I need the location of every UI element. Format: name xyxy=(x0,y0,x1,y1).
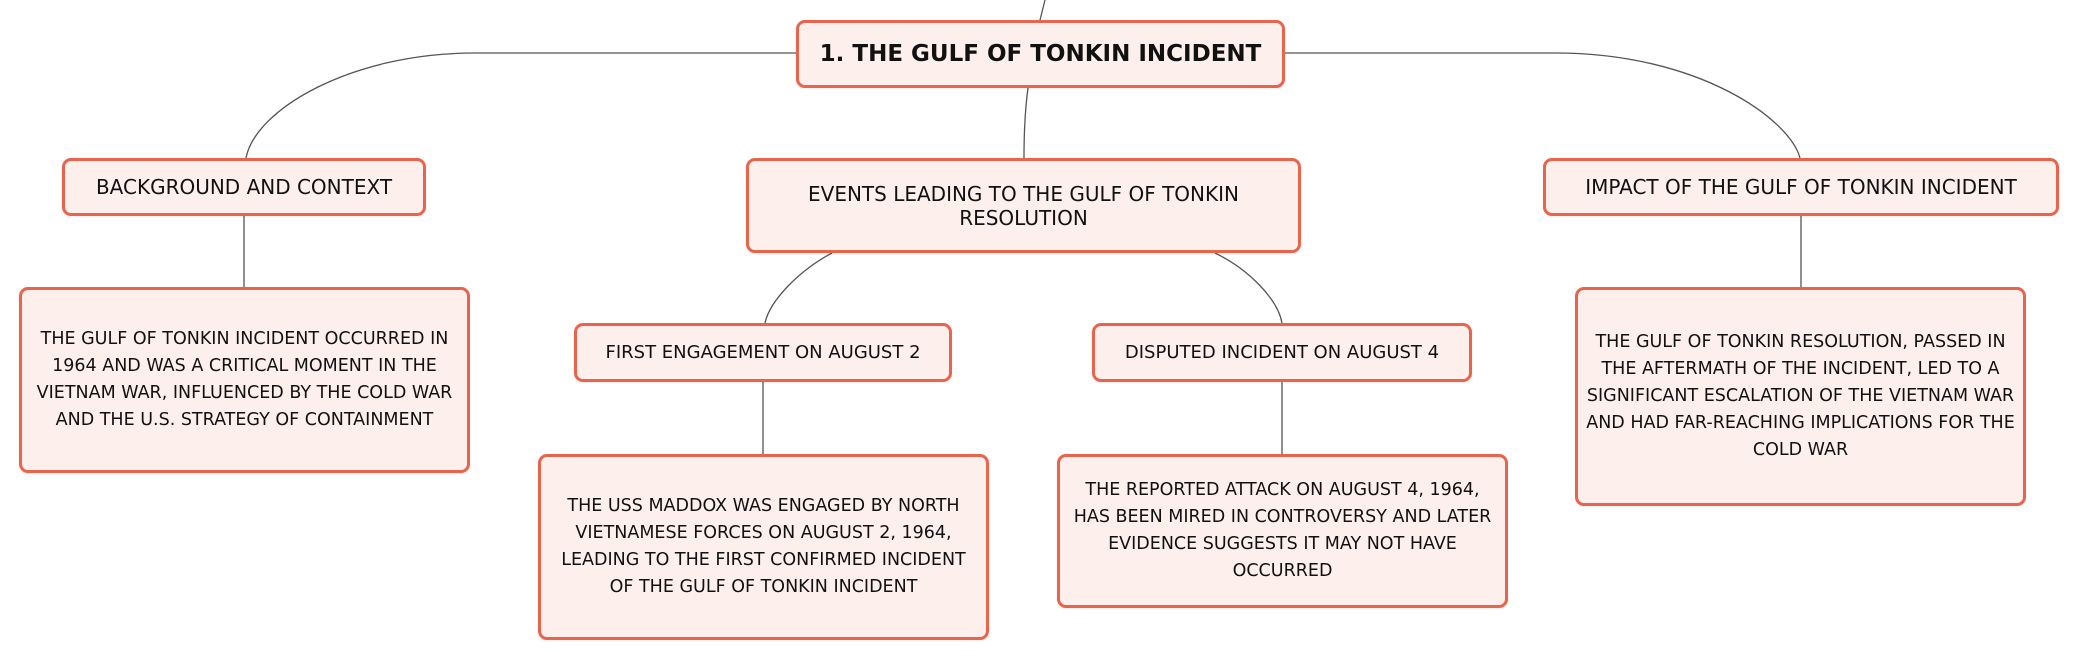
impact-label: IMPACT OF THE GULF OF TONKIN INCIDENT xyxy=(1585,175,2017,199)
disputed-incident-node[interactable] xyxy=(1092,323,1472,382)
first-engagement-detail-node[interactable] xyxy=(538,454,989,640)
root-label: 1. THE GULF OF TONKIN INCIDENT xyxy=(819,41,1262,67)
connector-events-disputed xyxy=(1215,253,1282,323)
connector-root-impact xyxy=(1285,53,1800,158)
impact-detail-text: THE GULF OF TONKIN RESOLUTION, PASSED IN THE AFTERMATH OF THE INCIDENT, LED TO A SIGNIFICANT ESCALATION OF THE VIETNAM WAR AND HAD FAR-REACHING IMPLICATIONS FOR THE COLD WAR xyxy=(1586,332,2015,460)
connector-root-events xyxy=(1024,88,1028,158)
first-engagement-detail-text: THE USS MADDOX WAS ENGAGED BY NORTH VIETNAMESE FORCES ON AUGUST 2, 1964, LEADING TO THE FIRST CONFIRMED INCIDENT OF THE GULF OF TONKIN INCIDENT xyxy=(561,496,966,597)
connector-root-top xyxy=(1040,0,1045,20)
disputed-incident-label: DISPUTED INCIDENT ON AUGUST 4 xyxy=(1124,342,1440,363)
events-label: EVENTS LEADING TO THE GULF OF TONKIN RESOLUTION xyxy=(808,181,1239,230)
background-node[interactable] xyxy=(62,158,426,216)
disputed-incident-detail-text: THE REPORTED ATTACK ON AUGUST 4, 1964, HAS BEEN MIRED IN CONTROVERSY AND LATER EVIDENCE SUGGESTS IT MAY NOT HAVE OCCURRED xyxy=(1073,480,1492,581)
impact-detail-node[interactable] xyxy=(1575,287,2026,506)
connector-root-background xyxy=(246,53,796,158)
background-detail-text: THE GULF OF TONKIN INCIDENT OCCURRED IN 1964 AND WAS A CRITICAL MOMENT IN THE VIETNAM WAR, INFLUENCED BY THE COLD WAR AND THE U.S. STRATEGY OF CONTAINMENT xyxy=(36,329,453,430)
root-node[interactable] xyxy=(796,20,1285,88)
background-detail-node[interactable] xyxy=(19,287,470,473)
events-node[interactable] xyxy=(746,158,1301,253)
impact-node[interactable] xyxy=(1543,158,2059,216)
disputed-incident-detail-node[interactable] xyxy=(1057,454,1508,608)
first-engagement-node[interactable] xyxy=(574,323,952,382)
connector-events-first xyxy=(765,253,832,323)
first-engagement-label: FIRST ENGAGEMENT ON AUGUST 2 xyxy=(605,342,921,363)
background-label: BACKGROUND AND CONTEXT xyxy=(95,175,393,199)
